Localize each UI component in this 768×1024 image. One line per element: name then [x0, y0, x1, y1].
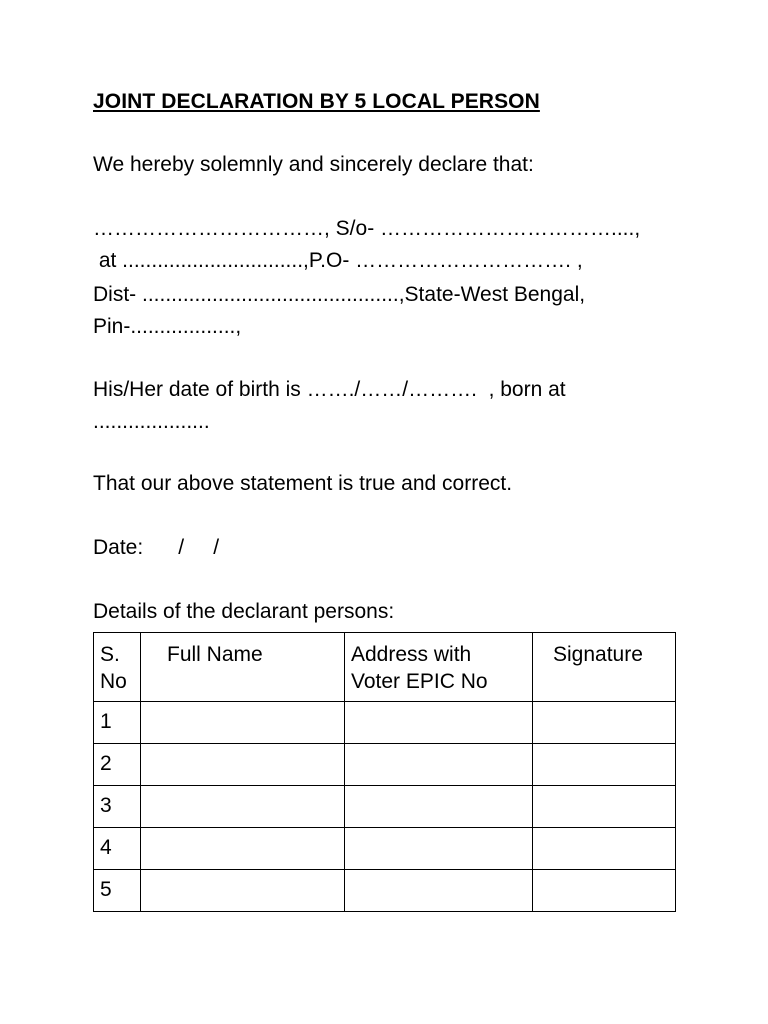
- serial-number: 1: [100, 710, 112, 733]
- address-po-line: at ...............................,P.O- …………………………. ,: [93, 249, 583, 272]
- serial-number-cell: [94, 828, 141, 870]
- district-state-line: Dist- ............................................,State-West Bengal,: [93, 283, 586, 306]
- serial-number: 5: [100, 878, 112, 901]
- declarants-table: [93, 632, 676, 912]
- signature-cell: [533, 744, 676, 786]
- full-name-cell: [141, 744, 345, 786]
- header-full-name-label: Full Name: [167, 643, 263, 666]
- header-serial-number-label: S. No: [100, 643, 127, 693]
- full-name-cell: [141, 702, 345, 744]
- table-row: [94, 870, 676, 912]
- table-header-row: [94, 633, 676, 702]
- address-cell: [345, 786, 533, 828]
- serial-number-cell: [94, 744, 141, 786]
- signature-cell: [533, 702, 676, 744]
- date-line: Date: / /: [93, 536, 220, 559]
- full-name-cell: [141, 786, 345, 828]
- name-and-father-line: ……………………………, S/o- ……………………………....,: [93, 217, 641, 240]
- table-row: [94, 744, 676, 786]
- address-cell: [345, 744, 533, 786]
- serial-number-cell: [94, 786, 141, 828]
- full-name-cell: [141, 828, 345, 870]
- header-serial-number: [94, 633, 141, 702]
- declaration-intro: We hereby solemnly and sincerely declare that:: [93, 153, 534, 176]
- header-signature-label: Signature: [553, 643, 643, 666]
- table-row: [94, 786, 676, 828]
- full-name-cell: [141, 870, 345, 912]
- address-cell: [345, 870, 533, 912]
- serial-number: 3: [100, 794, 112, 817]
- header-full-name: [141, 633, 345, 702]
- address-cell: [345, 828, 533, 870]
- header-address-epic: [345, 633, 533, 702]
- header-address-epic-label: Address with Voter EPIC No: [351, 643, 488, 693]
- serial-number-cell: [94, 870, 141, 912]
- document-title: JOINT DECLARATION BY 5 LOCAL PERSON: [93, 90, 540, 113]
- birthplace-line: ....................: [93, 410, 210, 433]
- truth-statement: That our above statement is true and correct.: [93, 472, 513, 495]
- signature-cell: [533, 786, 676, 828]
- date-of-birth-line: His/Her date of birth is ……./……/………. , born at: [93, 378, 566, 401]
- address-cell: [345, 702, 533, 744]
- serial-number-cell: [94, 702, 141, 744]
- header-signature: [533, 633, 676, 702]
- table-row: [94, 828, 676, 870]
- serial-number: 2: [100, 752, 112, 775]
- serial-number: 4: [100, 836, 112, 859]
- table-row: [94, 702, 676, 744]
- signature-cell: [533, 828, 676, 870]
- declarants-heading: Details of the declarant persons:: [93, 600, 395, 623]
- signature-cell: [533, 870, 676, 912]
- pin-line: Pin-..................,: [93, 315, 242, 338]
